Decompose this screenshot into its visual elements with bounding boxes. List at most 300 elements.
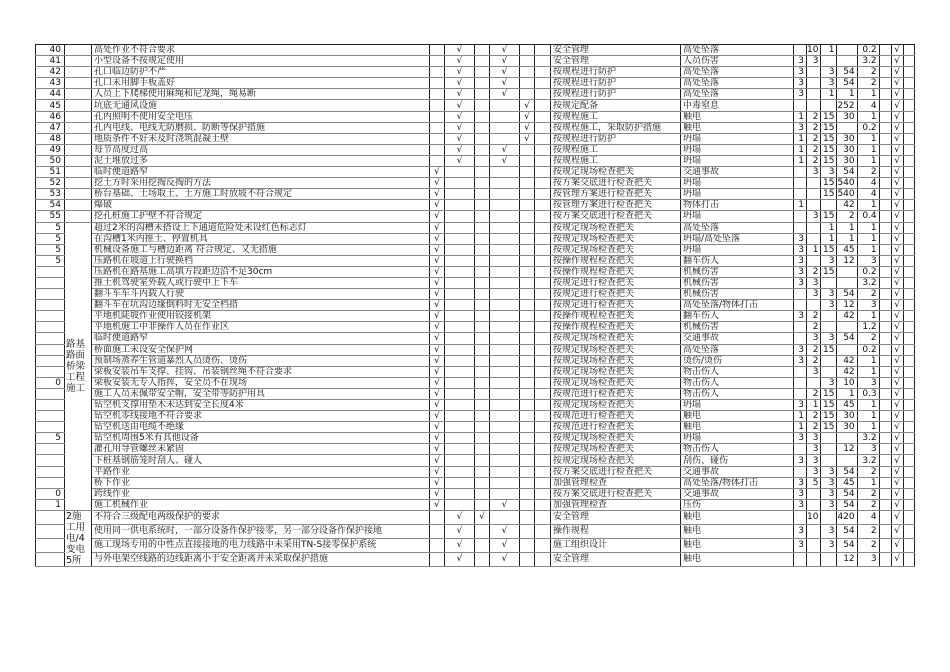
final-check-cell: √ — [891, 45, 903, 56]
blank-cell — [903, 277, 914, 288]
control-measure-cell: 按规程施工 — [551, 144, 681, 155]
check-cell — [475, 477, 490, 488]
check-cell — [490, 322, 520, 333]
category-cell — [65, 78, 92, 89]
score-d-cell: 30 — [837, 411, 857, 422]
row-number-cell: 5 — [36, 255, 65, 266]
check-mark-cell: √ — [445, 45, 475, 56]
hazard-description-cell: 临时便道路窄 — [92, 333, 430, 344]
row-number-cell: 41 — [36, 56, 65, 67]
blank-cell — [903, 311, 914, 322]
grade-cell: 3.2 — [857, 277, 879, 288]
check-cell — [445, 466, 475, 477]
check-cell — [445, 244, 475, 255]
table-row — [36, 155, 915, 166]
blank-cell — [879, 133, 891, 144]
check-cell — [520, 477, 535, 488]
check-cell — [475, 255, 490, 266]
final-check-cell: √ — [891, 552, 903, 566]
hazard-type-cell: 交通事故 — [681, 488, 794, 499]
control-measure-cell: 按操作规程检查把关 — [551, 255, 681, 266]
score-e-cell: 3 — [807, 289, 821, 300]
check-cell — [520, 189, 535, 200]
score-e-cell — [807, 488, 821, 499]
hazard-description-cell: 泥土堆放过多 — [92, 155, 430, 166]
blank-cell — [903, 422, 914, 433]
score-c-cell: 3 — [821, 524, 837, 538]
blank-cell — [903, 366, 914, 377]
row-number-cell — [36, 477, 65, 488]
check-mark-cell: √ — [430, 444, 445, 455]
check-cell — [520, 300, 535, 311]
score-e-cell: 3 — [807, 277, 821, 288]
spacer-cell — [535, 355, 551, 366]
risk-assessment-table — [35, 44, 915, 567]
score-c-cell: 3 — [821, 255, 837, 266]
check-mark-cell: √ — [520, 111, 535, 122]
check-cell — [490, 178, 520, 189]
row-number-cell: 44 — [36, 89, 65, 100]
control-measure-cell: 按规定现场检查把关 — [551, 344, 681, 355]
hazard-type-cell: 交通事故 — [681, 167, 794, 178]
check-cell — [475, 67, 490, 78]
check-cell — [445, 433, 475, 444]
grade-cell: 2 — [857, 499, 879, 510]
table-row — [36, 133, 915, 144]
score-e-cell: 3 — [807, 333, 821, 344]
hazard-description-cell: 孔内电线、电线无防磨损、防断等保护措施 — [92, 122, 430, 133]
check-cell — [490, 300, 520, 311]
check-cell — [490, 133, 520, 144]
score-l-cell: 1 — [794, 144, 807, 155]
check-cell — [475, 222, 490, 233]
check-cell — [490, 433, 520, 444]
check-cell — [475, 400, 490, 411]
score-d-cell: 54 — [837, 333, 857, 344]
hazard-description-cell: 灌孔用导管螺丝未紧固 — [92, 444, 430, 455]
blank-cell — [879, 311, 891, 322]
table-row — [36, 100, 915, 111]
check-cell — [475, 488, 490, 499]
row-number-cell — [36, 344, 65, 355]
final-check-cell: √ — [891, 422, 903, 433]
check-cell — [520, 499, 535, 510]
hazard-description-cell: 与外电架空线路的边线距离小于安全距离并未采取保护措施 — [92, 552, 430, 566]
grade-cell: 0.2 — [857, 45, 879, 56]
grade-cell: 4 — [857, 100, 879, 111]
blank-cell — [879, 400, 891, 411]
check-cell — [475, 311, 490, 322]
grade-cell: 3.2 — [857, 56, 879, 67]
spacer-cell — [535, 178, 551, 189]
category-cell — [65, 211, 92, 222]
blank-cell — [903, 200, 914, 211]
check-cell — [520, 488, 535, 499]
check-cell — [475, 466, 490, 477]
check-cell — [475, 200, 490, 211]
blank-cell — [879, 344, 891, 355]
score-l-cell: 3 — [794, 266, 807, 277]
hazard-type-cell: 物击伤人 — [681, 366, 794, 377]
table-row — [36, 300, 915, 311]
row-number-cell: 40 — [36, 45, 65, 56]
check-cell — [430, 56, 445, 67]
control-measure-cell: 按操作规程检查把关 — [551, 266, 681, 277]
score-d-cell: 30 — [837, 133, 857, 144]
check-cell — [520, 56, 535, 67]
check-mark-cell: √ — [430, 477, 445, 488]
check-cell — [475, 111, 490, 122]
blank-cell — [903, 466, 914, 477]
check-mark-cell: √ — [445, 538, 475, 552]
final-check-cell: √ — [891, 56, 903, 67]
check-cell — [475, 333, 490, 344]
score-c-cell: 3 — [821, 499, 837, 510]
check-cell — [490, 477, 520, 488]
hazard-type-cell: 坍塌 — [681, 133, 794, 144]
score-l-cell — [794, 366, 807, 377]
check-cell — [490, 311, 520, 322]
category-cell — [65, 67, 92, 78]
blank-cell — [879, 189, 891, 200]
score-l-cell: 3 — [794, 488, 807, 499]
score-d-cell: 30 — [837, 422, 857, 433]
check-cell — [520, 552, 535, 566]
score-d-cell: 540 — [837, 178, 857, 189]
grade-cell: 2 — [857, 167, 879, 178]
row-number-cell — [36, 524, 65, 538]
score-c-cell: 15 — [821, 244, 837, 255]
spacer-cell — [535, 67, 551, 78]
check-mark-cell: √ — [490, 45, 520, 56]
spacer-cell — [535, 411, 551, 422]
spacer-cell — [535, 155, 551, 166]
check-cell — [520, 266, 535, 277]
score-e-cell: 3 — [807, 433, 821, 444]
score-e-cell: 2 — [807, 111, 821, 122]
check-cell — [475, 277, 490, 288]
table-row — [36, 422, 915, 433]
hazard-description-cell: 跨线作业 — [92, 488, 430, 499]
row-number-cell: 54 — [36, 200, 65, 211]
check-cell — [445, 255, 475, 266]
row-number-cell: 1 — [36, 499, 65, 510]
spacer-cell — [535, 78, 551, 89]
table-row — [36, 510, 915, 524]
control-measure-cell: 按规定进行检查把关 — [551, 289, 681, 300]
hazard-type-cell: 中毒窒息 — [681, 100, 794, 111]
score-l-cell: 3 — [794, 524, 807, 538]
table-row — [36, 45, 915, 56]
category-cell — [65, 155, 92, 166]
blank-cell — [903, 289, 914, 300]
check-mark-cell: √ — [475, 510, 490, 524]
score-l-cell — [794, 222, 807, 233]
final-check-cell: √ — [891, 167, 903, 178]
hazard-description-cell: 临时便道路窄 — [92, 167, 430, 178]
grade-cell: 1 — [857, 311, 879, 322]
final-check-cell: √ — [891, 455, 903, 466]
score-e-cell — [807, 233, 821, 244]
score-e-cell: 2 — [807, 388, 821, 399]
blank-cell — [903, 266, 914, 277]
spacer-cell — [535, 45, 551, 56]
check-cell — [490, 344, 520, 355]
control-measure-cell: 按方案交底进行检查把关 — [551, 178, 681, 189]
table-row — [36, 67, 915, 78]
check-mark-cell: √ — [445, 155, 475, 166]
score-c-cell: 3 — [821, 67, 837, 78]
control-measure-cell: 安全管理 — [551, 56, 681, 67]
spacer-cell — [535, 277, 551, 288]
score-e-cell — [807, 552, 821, 566]
control-measure-cell: 加强管理检查 — [551, 499, 681, 510]
spacer-cell — [535, 400, 551, 411]
check-cell — [520, 344, 535, 355]
score-l-cell — [794, 211, 807, 222]
check-cell — [475, 524, 490, 538]
blank-cell — [903, 488, 914, 499]
score-e-cell: 2 — [807, 411, 821, 422]
control-measure-cell: 按规范进行检查把关 — [551, 388, 681, 399]
check-cell — [490, 388, 520, 399]
grade-cell: 1 — [857, 422, 879, 433]
score-c-cell — [821, 200, 837, 211]
score-d-cell: 42 — [837, 366, 857, 377]
check-mark-cell: √ — [430, 388, 445, 399]
control-measure-cell: 按方案交底进行检查把关 — [551, 211, 681, 222]
grade-cell: 0.2 — [857, 122, 879, 133]
category-cell — [65, 178, 92, 189]
check-mark-cell: √ — [430, 255, 445, 266]
spacer-cell — [535, 111, 551, 122]
check-mark-cell: √ — [445, 133, 475, 144]
control-measure-cell: 加强管理检查 — [551, 477, 681, 488]
hazard-description-cell: 爆破 — [92, 200, 430, 211]
check-cell — [430, 144, 445, 155]
check-mark-cell: √ — [445, 56, 475, 67]
score-l-cell — [794, 333, 807, 344]
check-mark-cell: √ — [490, 155, 520, 166]
final-check-cell: √ — [891, 411, 903, 422]
control-measure-cell: 按规程施工，采取防护措施 — [551, 122, 681, 133]
blank-cell — [879, 222, 891, 233]
check-mark-cell: √ — [430, 355, 445, 366]
blank-cell — [903, 455, 914, 466]
hazard-type-cell: 坍塌 — [681, 400, 794, 411]
check-cell — [490, 377, 520, 388]
check-mark-cell: √ — [430, 289, 445, 300]
blank-cell — [879, 411, 891, 422]
blank-cell — [879, 122, 891, 133]
score-l-cell: 3 — [794, 122, 807, 133]
check-cell — [430, 524, 445, 538]
table-row — [36, 211, 915, 222]
check-cell — [430, 45, 445, 56]
check-cell — [520, 200, 535, 211]
blank-cell — [903, 45, 914, 56]
check-cell — [445, 344, 475, 355]
hazard-type-cell: 触电 — [681, 122, 794, 133]
control-measure-cell: 按规定现场检查把关 — [551, 244, 681, 255]
score-c-cell: 15 — [821, 266, 837, 277]
row-number-cell: 49 — [36, 144, 65, 155]
grade-cell: 3.2 — [857, 455, 879, 466]
score-e-cell — [807, 100, 821, 111]
hazard-type-cell: 触电 — [681, 538, 794, 552]
category-cell — [65, 89, 92, 100]
table-row — [36, 178, 915, 189]
check-cell — [430, 552, 445, 566]
control-measure-cell: 按操作规程检查把关 — [551, 311, 681, 322]
spacer-cell — [535, 100, 551, 111]
spacer-cell — [535, 388, 551, 399]
check-cell — [490, 111, 520, 122]
row-number-cell: 0 — [36, 488, 65, 499]
spacer-cell — [535, 510, 551, 524]
spacer-cell — [535, 333, 551, 344]
score-c-cell: 15 — [821, 144, 837, 155]
check-cell — [475, 377, 490, 388]
blank-cell — [879, 524, 891, 538]
score-d-cell — [837, 45, 857, 56]
grade-cell: 0.4 — [857, 211, 879, 222]
spacer-cell — [535, 377, 551, 388]
check-mark-cell: √ — [430, 222, 445, 233]
grade-cell: 0.2 — [857, 266, 879, 277]
score-c-cell: 15 — [821, 122, 837, 133]
check-cell — [445, 366, 475, 377]
score-e-cell: 2 — [807, 133, 821, 144]
check-cell — [430, 510, 445, 524]
control-measure-cell: 按规定现场检查把关 — [551, 167, 681, 178]
blank-cell — [903, 167, 914, 178]
score-d-cell — [837, 344, 857, 355]
grade-cell: 1 — [857, 111, 879, 122]
check-cell — [445, 189, 475, 200]
blank-cell — [903, 56, 914, 67]
category-cell-power: 2施工用电/4变电5所 — [65, 510, 92, 566]
check-cell — [490, 122, 520, 133]
table-row — [36, 499, 915, 510]
score-e-cell: 3 — [807, 56, 821, 67]
grade-cell: 1 — [857, 155, 879, 166]
spacer-cell — [535, 366, 551, 377]
row-number-cell: 5 — [36, 244, 65, 255]
spacer-cell — [535, 189, 551, 200]
final-check-cell: √ — [891, 133, 903, 144]
blank-cell — [879, 538, 891, 552]
score-c-cell — [821, 366, 837, 377]
check-cell — [430, 100, 445, 111]
check-cell — [520, 538, 535, 552]
row-number-cell: 48 — [36, 133, 65, 144]
spacer-cell — [535, 433, 551, 444]
control-measure-cell: 按规定进行检查把关 — [551, 277, 681, 288]
check-cell — [475, 422, 490, 433]
control-measure-cell: 按操作规程检查把关 — [551, 322, 681, 333]
score-l-cell: 3 — [794, 244, 807, 255]
hazard-description-cell: 翻斗车在坑沟边缘倒料时无安全档措 — [92, 300, 430, 311]
table-row — [36, 477, 915, 488]
check-cell — [520, 322, 535, 333]
hazard-description-cell: 桥面施工未设安全保护网 — [92, 344, 430, 355]
final-check-cell: √ — [891, 538, 903, 552]
score-c-cell: 1 — [821, 45, 837, 56]
score-c-cell: 3 — [821, 78, 837, 89]
final-check-cell: √ — [891, 244, 903, 255]
check-cell — [520, 89, 535, 100]
score-d-cell: 54 — [837, 78, 857, 89]
check-cell — [475, 45, 490, 56]
score-c-cell — [821, 322, 837, 333]
blank-cell — [879, 67, 891, 78]
score-l-cell — [794, 300, 807, 311]
check-cell — [475, 155, 490, 166]
check-mark-cell: √ — [490, 67, 520, 78]
check-cell — [490, 488, 520, 499]
score-c-cell — [821, 100, 837, 111]
grade-cell: 3 — [857, 444, 879, 455]
check-cell — [445, 233, 475, 244]
blank-cell — [903, 524, 914, 538]
check-cell — [520, 366, 535, 377]
score-c-cell: 3 — [821, 167, 837, 178]
check-cell — [445, 355, 475, 366]
score-c-cell: 15 — [821, 211, 837, 222]
check-cell — [445, 211, 475, 222]
score-e-cell: 2 — [807, 344, 821, 355]
blank-cell — [879, 45, 891, 56]
hazard-type-cell: 物体打击 — [681, 200, 794, 211]
blank-cell — [879, 266, 891, 277]
score-e-cell — [807, 524, 821, 538]
final-check-cell: √ — [891, 222, 903, 233]
grade-cell: 2 — [857, 488, 879, 499]
grade-cell: 1 — [857, 89, 879, 100]
row-number-cell — [36, 422, 65, 433]
table-row — [36, 144, 915, 155]
row-number-cell — [36, 552, 65, 566]
blank-cell — [903, 111, 914, 122]
spacer-cell — [535, 289, 551, 300]
check-mark-cell: √ — [430, 411, 445, 422]
table-row — [36, 444, 915, 455]
check-cell — [520, 333, 535, 344]
grade-cell: 3 — [857, 300, 879, 311]
score-d-cell — [837, 322, 857, 333]
blank-cell — [879, 510, 891, 524]
score-c-cell: 3 — [821, 466, 837, 477]
grade-cell: 1 — [857, 355, 879, 366]
blank-cell — [903, 67, 914, 78]
blank-cell — [903, 355, 914, 366]
score-d-cell: 1 — [837, 233, 857, 244]
hazard-type-cell: 高处坠落/物体打击 — [681, 300, 794, 311]
check-mark-cell: √ — [445, 510, 475, 524]
check-cell — [445, 488, 475, 499]
final-check-cell: √ — [891, 477, 903, 488]
hazard-type-cell: 坍塌 — [681, 211, 794, 222]
category-cell — [65, 200, 92, 211]
grade-cell: 4 — [857, 178, 879, 189]
grade-cell: 0.2 — [857, 344, 879, 355]
grade-cell: 2 — [857, 333, 879, 344]
final-check-cell: √ — [891, 300, 903, 311]
score-e-cell — [807, 255, 821, 266]
table-row — [36, 111, 915, 122]
score-d-cell: 45 — [837, 244, 857, 255]
